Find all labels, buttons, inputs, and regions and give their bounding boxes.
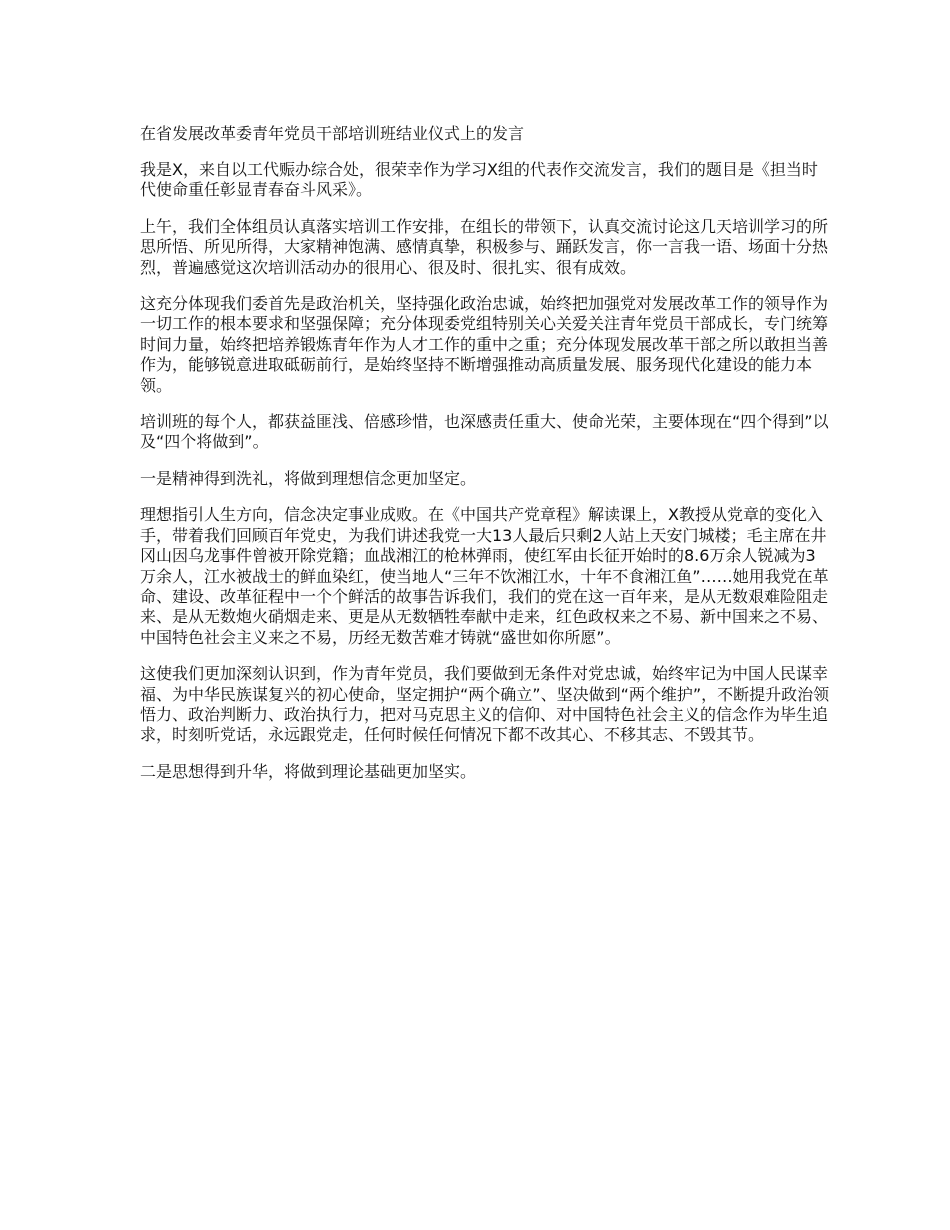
paragraph-point-one-heading: 一是精神得到洗礼，将做到理想信念更加坚定。 [140,468,477,488]
document-title: 在省发展改革委青年党员干部培训班结业仪式上的发言 [140,124,525,143]
paragraph-loyalty: 这使我们更加深刻认识到，作为青年党员，我们要做到无条件对党忠诚，始终牢记为中国人民谋幸福、为中华民族谋复兴的初心使命，坚定拥护“两个确立”、坚决做到“两个维护”，不断提升政治领悟力、政治判断力、政治执行力，把对马克思主义的信仰、对中国特色社会主义的信念作为毕生追求，时刻听党话，永远跟党走，任何时候任何情况下都不改其心、不移其志、不毁其节。 [140,664,830,745]
document-page [140,124,830,798]
paragraph-point-two-heading: 二是思想得到升华，将做到理论基础更加坚实。 [140,761,477,781]
paragraph-intro: 我是X，来自以工代赈办综合处，很荣幸作为学习X组的代表作交流发言，我们的题目是《担当时代使命重任彰显青春奋斗风采》。 [140,160,818,200]
paragraph-four-gains: 培训班的每个人，都获益匪浅、倍感珍惜，也深感责任重大、使命光荣，主要体现在“四个得到”以及“四个将做到”。 [140,412,829,452]
paragraph-political-organ: 这充分体现我们委首先是政治机关，坚持强化政治忠诚，始终把加强党对发展改革工作的领导作为一切工作的根本要求和坚强保障；充分体现委党组特别关心关爱关注青年党员干部成长，专门统筹时间力量，始终把培养锻炼青年作为人才工作的重中之重；充分体现发展改革干部之所以敢担当善作为，能够锐意进取砥砺前行，是始终坚持不断增强推动高质量发展、服务现代化建设的能力本领。 [140,294,829,395]
paragraph-party-history: 理想指引人生方向，信念决定事业成败。在《中国共产党章程》解读课上，X教授从党章的变化入手，带着我们回顾百年党史，为我们讲述我党一大13人最后只剩2人站上天安门城楼；毛主席在井冈山因乌龙事件曾被开除党籍；血战湘江的枪林弹雨，使红军由长征开始时的8.6万余人锐减为3万余人，江水被战士的鲜血染红，使当地人“三年不饮湘江水，十年不食湘江鱼”……她用我党在革命、建设、改革征程中一个个鲜活的故事告诉我们，我们的党在这一百年来，是从无数艰难险阻走来、是从无数炮火硝烟走来、更是从无数牺牲奉献中走来，红色政权来之不易、新中国来之不易、中国特色社会主义来之不易，历经无数苦难才铸就“盛世如你所愿”。 [140,505,829,647]
paragraph-morning-discussion: 上午，我们全体组员认真落实培训工作安排，在组长的带领下，认真交流讨论这几天培训学习的所思所悟、所见所得，大家精神饱满、感情真挚，积极参与、踊跃发言，你一言我一语、场面十分热烈，普遍感觉这次培训活动办的很用心、很及时、很扎实、很有成效。 [140,216,829,277]
